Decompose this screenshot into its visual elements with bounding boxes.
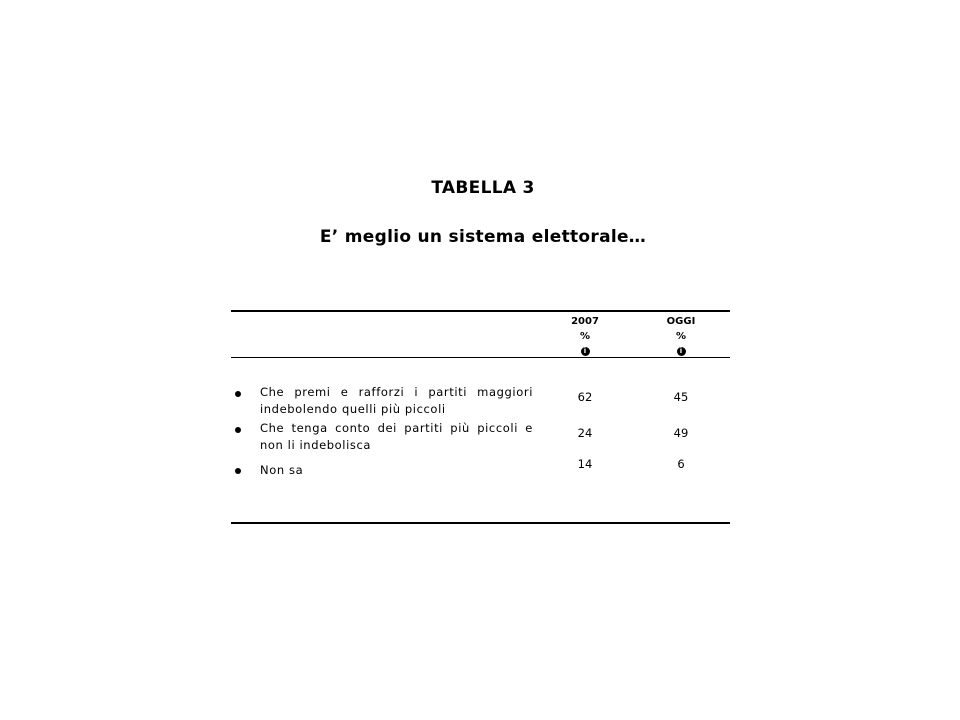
info-icon: i: [677, 347, 686, 356]
table-bottom-rule: [231, 522, 730, 524]
info-icon: i: [581, 347, 590, 356]
column-header-oggi: [651, 314, 711, 359]
table-row-label: Che premi e rafforzi i partiti maggiori indebolendo quelli più piccoli: [260, 385, 533, 416]
table-title: TABELLA 3: [431, 178, 535, 198]
table-row-label: Non sa: [260, 463, 304, 477]
column-header-label: 2007: [571, 316, 599, 327]
table-top-rule: [231, 310, 730, 312]
table-row-label: Che tenga conto dei partiti più piccoli e non li indebolisca: [260, 421, 533, 452]
table-header-rule: [231, 357, 730, 358]
column-header-unit: %: [675, 331, 687, 342]
table-cell-oggi: 45: [673, 390, 689, 404]
table-cell-oggi: 6: [677, 457, 685, 471]
column-header-unit: %: [579, 331, 591, 342]
bullet-icon: [235, 391, 241, 397]
table-cell-2007: 14: [577, 457, 593, 471]
column-header-2007: [555, 314, 615, 359]
bullet-icon: [235, 427, 241, 433]
column-header-label: OGGI: [666, 316, 696, 327]
table-cell-2007: 24: [577, 426, 593, 440]
table-cell-2007: 62: [577, 390, 593, 404]
table-question: E’ meglio un sistema elettorale…: [319, 227, 647, 247]
table-cell-oggi: 49: [673, 426, 689, 440]
bullet-icon: [235, 468, 241, 474]
